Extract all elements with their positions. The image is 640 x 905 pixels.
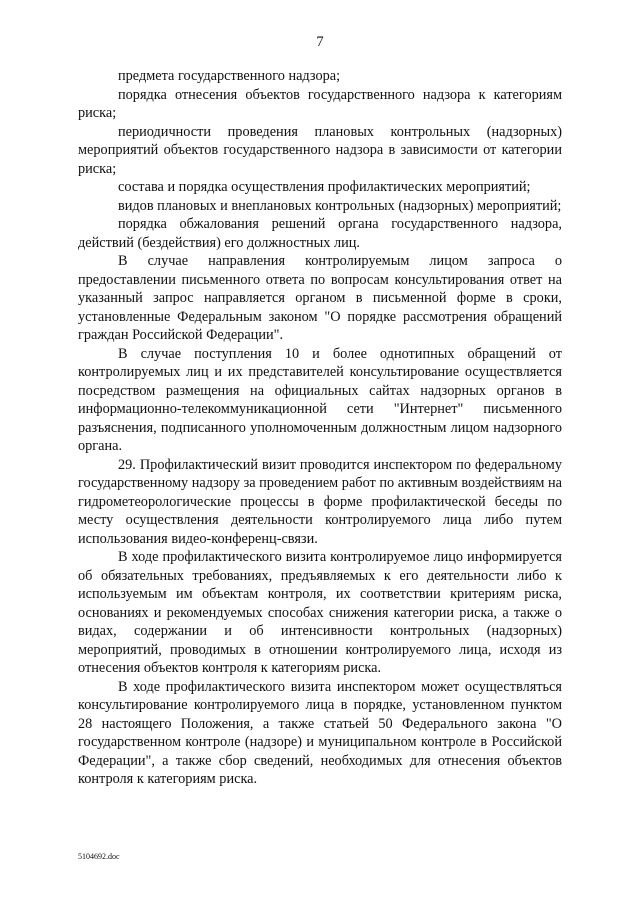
page-number: 7 [316, 34, 324, 50]
paragraph-visit-consulting: В ходе профилактического визита инспектором может осуществляться консультирование контролируемого лица в порядке, установленном пунктом 28 настоящего Положения, а также статьей 50 Федерального закона "О государственном контроле (надзоре) и муниципальном контроле в Российской Федерации", а также сбор сведений, необходимых для отнесения объектов контроля к категориям риска. [78, 678, 562, 787]
list-item-inspection-types: видов плановых и внеплановых контрольных (надзорных) мероприятий; [118, 197, 562, 214]
paragraph-29-preventive-visit: 29. Профилактический визит проводится инспектором по федеральному государственному надзору за проведением работ по активным воздействиям на гидрометеорологические процессы в форме профилактической беседы по месту осуществления деятельности контролируемого лица либо путем использования видео-конференц-связи. [78, 456, 563, 547]
list-item-appeal-procedure: порядка обжалования решений органа государственного надзора, действий (бездействия) его должностных лиц. [78, 216, 562, 251]
paragraph-visit-information: В ходе профилактического визита контролируемое лицо информируется об обязательных требованиях, предъявляемых к его деятельности либо к используемым им объектам контроля, их соответствии критериям риска, основаниях и рекомендуемых способах снижения категории риска, а также о видах, содержании и об интенсивности контрольных (надзорных) мероприятий, проводимых в отношении контролируемого лица, исходя из отнесения объектов контроля к категориям риска. [78, 549, 562, 676]
list-item-risk-categories: порядка отнесения объектов государственного надзора к категориям риска; [78, 86, 562, 121]
list-item-subject: предмета государственного надзора; [118, 68, 341, 84]
document-body [78, 67, 562, 789]
footer-filename: 5104692.doc [78, 852, 120, 861]
list-item-preventive-measures: состава и порядка осуществления профилактических мероприятий; [118, 179, 531, 195]
list-item-inspection-frequency: периодичности проведения плановых контрольных (надзорных) мероприятий объектов государственного надзора в зависимости от категории риска; [78, 123, 562, 177]
paragraph-multiple-requests: В случае поступления 10 и более однотипных обращений от контролируемых лиц и их представителей консультирование осуществляется посредством размещения на официальных сайтах надзорных органов в информационно-телекоммуникационной сети "Интернет" письменного разъяснения, подписанного уполномоченным должностным лицом надзорного органа. [78, 345, 562, 454]
paragraph-written-response: В случае направления контролируемым лицом запроса о предоставлении письменного ответа по вопросам консультирования ответ на указанный запрос направляется органом в письменной форме в сроки, установленные Федеральным законом "О порядке рассмотрения обращений граждан Российской Федерации". [78, 253, 562, 343]
